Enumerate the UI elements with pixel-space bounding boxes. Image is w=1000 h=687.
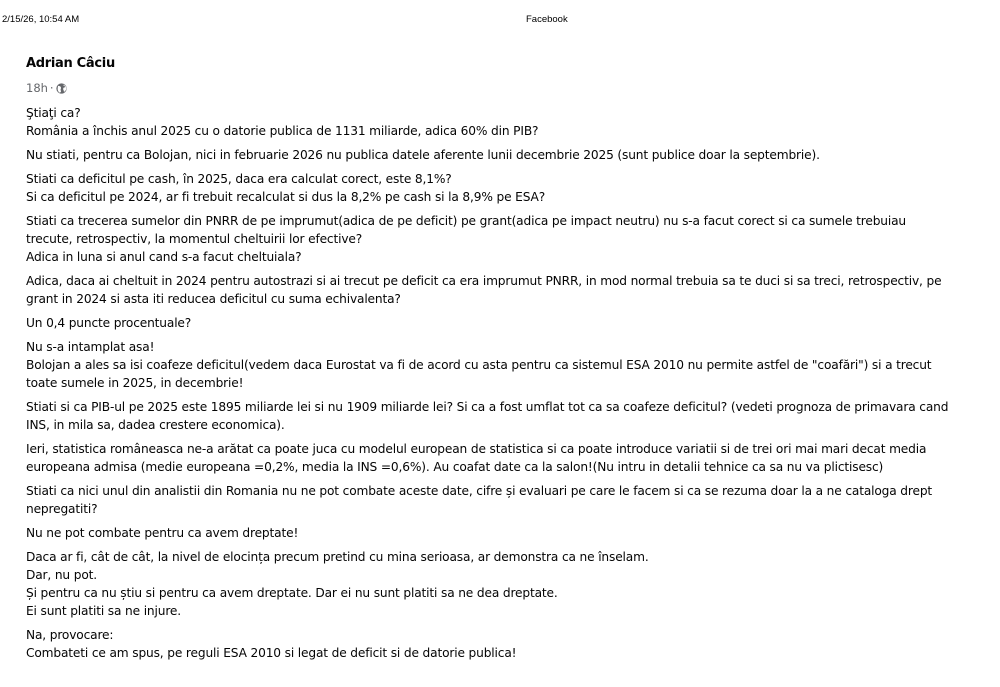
post-author[interactable]: Adrian Câciu — [26, 56, 115, 71]
post-text-line: Nu stiati, pentru ca Bolojan, nici in februarie 2026 nu publica datele aferente lunii decembrie 2025 (sunt publice doar la septembrie). — [26, 148, 820, 162]
post-text-line: Adica in luna si anul cand s-a facut cheltuiala? — [26, 250, 302, 264]
facebook-post — [26, 55, 966, 668]
meta-separator: · — [49, 81, 54, 95]
post-text-line: Si ca deficitul pe 2024, ar fi trebuit recalculat si dus la 8,2% pe cash si la 8,9% pe ESA? — [26, 190, 546, 204]
post-text-line: toate sumele in 2025, in decembrie! — [26, 376, 244, 390]
post-text-line: nepregatiti? — [26, 502, 98, 516]
post-body — [26, 104, 966, 662]
globe-icon[interactable] — [56, 83, 67, 94]
post-text-line: INS, in mila sa, dadea crestere economica). — [26, 418, 285, 432]
post-text-line: Și pentru ca nu știu si pentru ca avem dreptate. Dar ei nu sunt platiti sa ne dea dreptate. — [26, 586, 558, 600]
post-paragraph — [26, 626, 966, 662]
post-paragraph — [26, 104, 966, 140]
post-text-line: România a închis anul 2025 cu o datorie publica de 1131 miliarde, adica 60% din PIB? — [26, 124, 539, 138]
print-datetime: 2/15/26, 10:54 AM — [2, 14, 80, 25]
post-text-line: Nu ne pot combate pentru ca avem dreptate! — [26, 526, 299, 540]
post-text-line: Dar, nu pot. — [26, 568, 97, 582]
post-paragraph — [26, 338, 966, 392]
post-text-line: trecute, retrospectiv, la momentul cheltuirii lor efective? — [26, 232, 363, 246]
post-paragraph — [26, 170, 966, 206]
post-text-line: Nu s-a intamplat asa! — [26, 340, 155, 354]
post-text-line: Ei sunt platiti sa ne injure. — [26, 604, 181, 618]
post-paragraph — [26, 314, 966, 332]
post-text-line: Bolojan a ales sa isi coafeze deficitul(vedem daca Eurostat va fi de acord cu asta pentru ca sistemul ESA 2010 nu permite astfel de "coafări") si a trecut — [26, 358, 932, 372]
post-text-line: Stiati ca nici unul din analistii din Romania nu ne pot combate aceste date, cifre și evaluari pe care le facem si ca se rezuma doar la a ne cataloga drept — [26, 484, 933, 498]
post-text-line: Stiati ca trecerea sumelor din PNRR de pe imprumut(adica de pe deficit) pe grant(adica pe impact neutru) nu s-a facut corect si ca sumele trebuiau — [26, 214, 906, 228]
post-text-line: grant in 2024 si asta iti reducea deficitul cu suma echivalenta? — [26, 292, 401, 306]
post-meta — [26, 80, 966, 96]
print-site-title: Facebook — [526, 14, 568, 25]
post-text-line: Ştiaţi ca? — [26, 106, 81, 120]
post-paragraph — [26, 524, 966, 542]
post-paragraph — [26, 440, 966, 476]
post-paragraph — [26, 272, 966, 308]
post-paragraph — [26, 548, 966, 620]
post-text-line: Stiati si ca PIB-ul pe 2025 este 1895 miliarde lei si nu 1909 miliarde lei? Si ca a fost umflat tot ca sa coafeze deficitul? (vedeti prognoza de primavara cand — [26, 400, 949, 414]
post-time[interactable]: 18h — [26, 81, 48, 95]
post-text-line: Stiati ca deficitul pe cash, în 2025, daca era calculat corect, este 8,1%? — [26, 172, 452, 186]
print-header — [2, 14, 1000, 28]
post-text-line: Daca ar fi, cât de cât, la nivel de elocința precum pretind cu mina serioasa, ar demonstra ca ne înselam. — [26, 550, 649, 564]
post-paragraph — [26, 398, 966, 434]
post-text-line: europeana admisa (medie europeana =0,2%, media la INS =0,6%). Au coafat date ca la salon!(Nu intru in detalii tehnice ca sa nu va plictisesc) — [26, 460, 884, 474]
post-text-line: Adica, daca ai cheltuit in 2024 pentru autostrazi si ai trecut pe deficit ca era imprumut PNRR, in mod normal trebuia sa te duci si sa treci, retrospectiv, pe — [26, 274, 942, 288]
post-text-line: Na, provocare: — [26, 628, 114, 642]
post-text-line: Ieri, statistica româneasca ne-a arătat ca poate juca cu modelul european de statistica si ca poate introduce variatii si de trei ori mai mari decat media — [26, 442, 927, 456]
post-text-line: Combateti ce am spus, pe reguli ESA 2010 si legat de deficit si de datorie publica! — [26, 646, 517, 660]
post-paragraph — [26, 482, 966, 518]
post-text-line: Un 0,4 puncte procentuale? — [26, 316, 192, 330]
post-paragraph — [26, 146, 966, 164]
post-paragraph — [26, 212, 966, 266]
